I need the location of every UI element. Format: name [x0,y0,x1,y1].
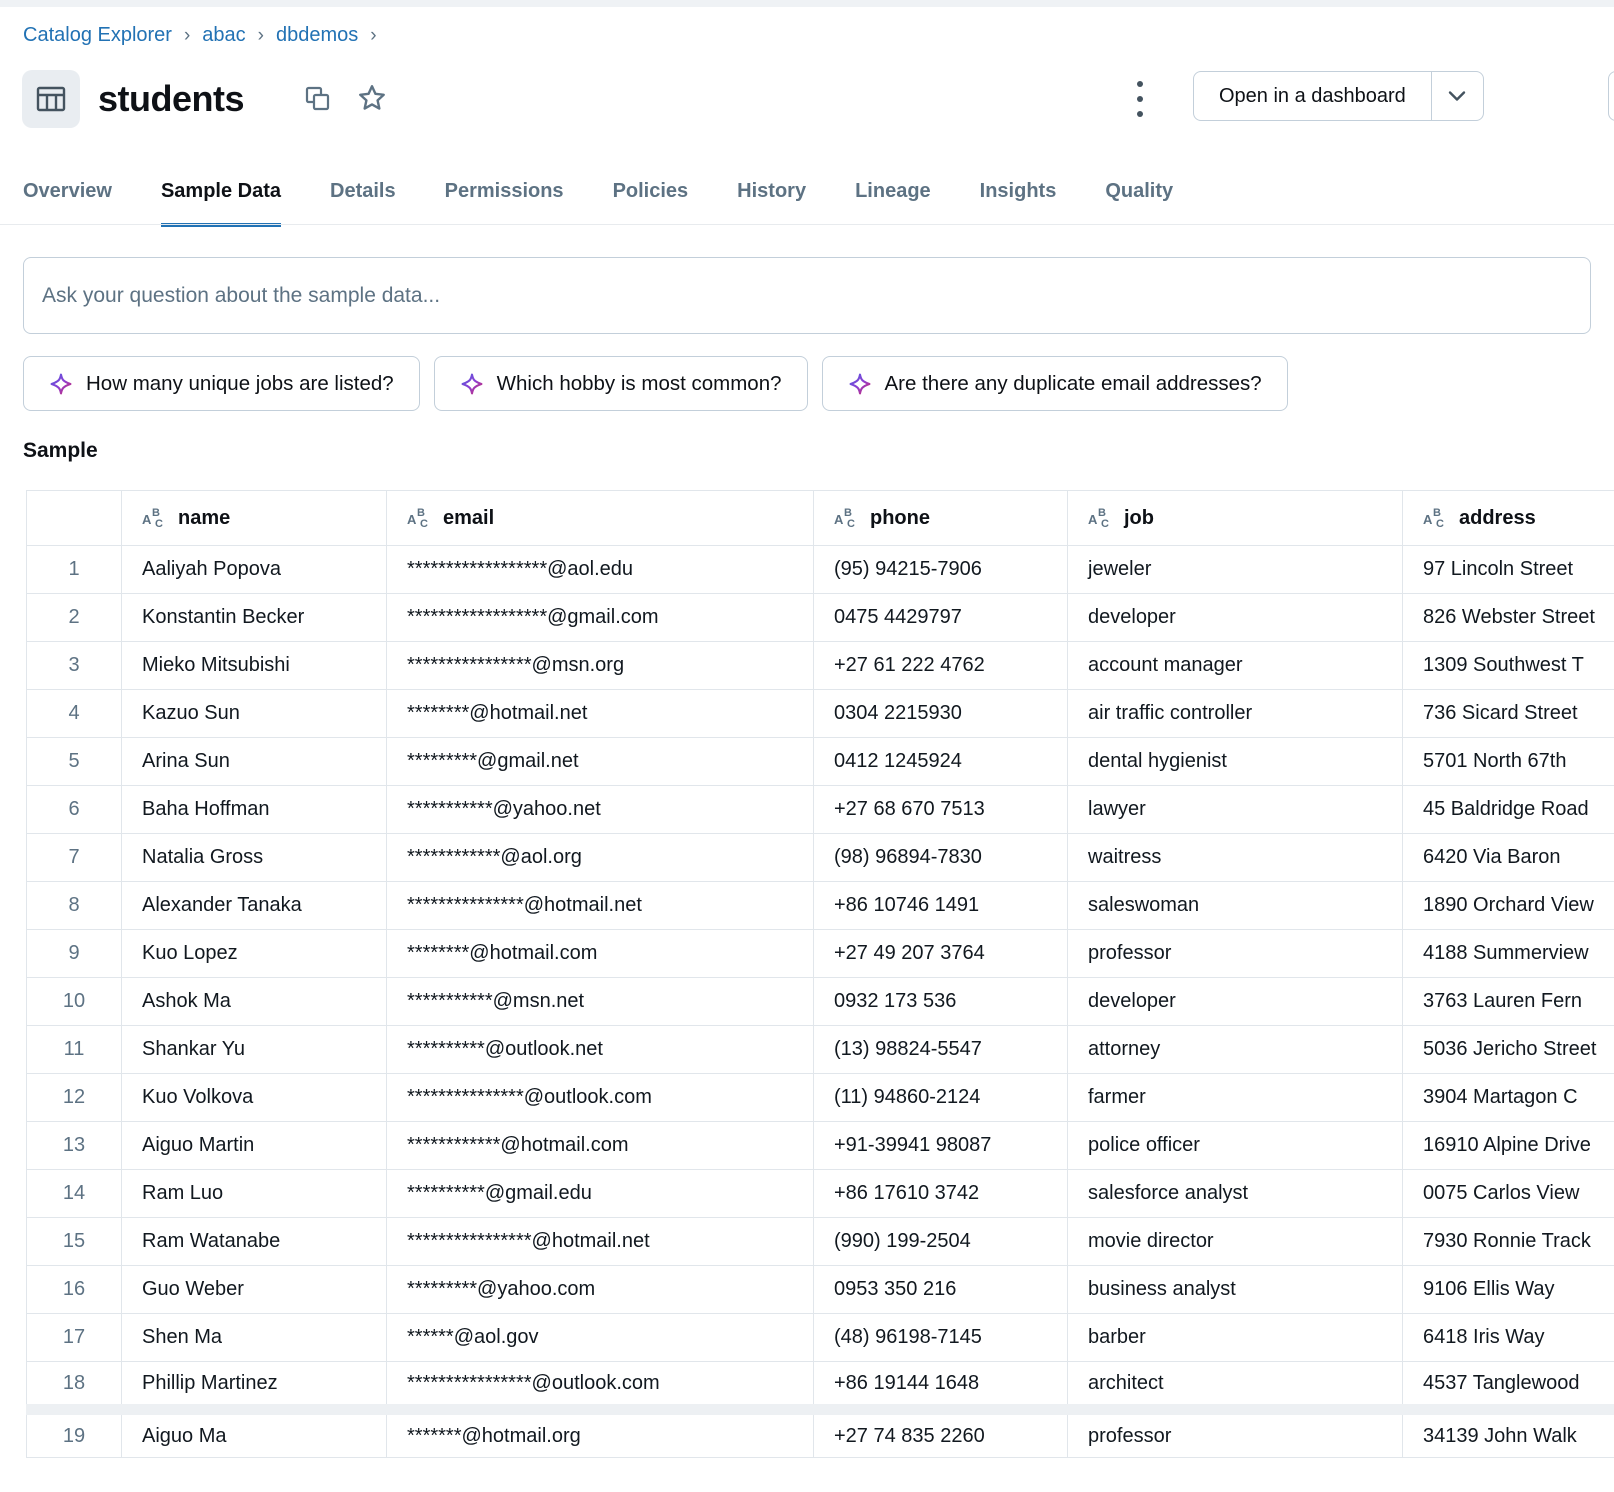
cell-job: barber [1068,1314,1403,1362]
tab-bar [23,180,1173,227]
sparkle-icon [848,372,872,396]
cell-email: ***************@outlook.com [387,1074,814,1122]
cell-name: Aiguo Martin [122,1122,387,1170]
row-number: 1 [27,546,122,594]
cell-address: 7930 Ronnie Track [1403,1218,1614,1266]
table-grid-icon [35,83,67,115]
cell-name: Kuo Lopez [122,930,387,978]
tab-details[interactable]: Details [330,180,396,202]
cell-name: Shankar Yu [122,1026,387,1074]
cell-phone: +86 19144 1648 [814,1362,1068,1410]
cell-phone: (95) 94215-7906 [814,546,1068,594]
table-row [27,882,1614,930]
cell-address: 1309 Southwest T [1403,642,1614,690]
string-type-icon [1423,506,1450,530]
table-row [27,594,1614,642]
suggestion-chip-label: How many unique jobs are listed? [86,371,394,395]
cell-address: 1890 Orchard View [1403,882,1614,930]
cell-email: ****************@msn.org [387,642,814,690]
cell-name: Shen Ma [122,1314,387,1362]
cell-job: developer [1068,978,1403,1026]
cell-email: ***********@msn.net [387,978,814,1026]
cell-email: *******@hotmail.org [387,1410,814,1458]
sparkle-icon [49,372,73,396]
column-header-label: address [1459,506,1536,529]
cell-name: Kazuo Sun [122,690,387,738]
cell-phone: (98) 96894-7830 [814,834,1068,882]
row-number: 11 [27,1026,122,1074]
cell-address: 9106 Ellis Way [1403,1266,1614,1314]
cell-name: Ram Luo [122,1170,387,1218]
cell-name: Phillip Martinez [122,1362,387,1410]
table-row [27,738,1614,786]
row-number: 6 [27,786,122,834]
row-number: 3 [27,642,122,690]
cell-email: *********@gmail.net [387,738,814,786]
suggestion-chip[interactable] [23,356,420,411]
sample-data-table [26,490,1614,1458]
cell-job: movie director [1068,1218,1403,1266]
partial-button[interactable] [1608,71,1614,121]
tab-permissions[interactable]: Permissions [444,180,564,202]
open-in-dashboard-dropdown[interactable] [1431,72,1483,120]
cell-phone: +86 17610 3742 [814,1170,1068,1218]
table-row [27,642,1614,690]
cell-email: ********@hotmail.com [387,930,814,978]
cell-address: 34139 John Walk [1403,1410,1614,1458]
table-body [27,546,1614,1458]
table-row [27,834,1614,882]
suggestion-chip[interactable] [434,356,808,411]
table-row [27,1362,1614,1410]
cell-name: Ashok Ma [122,978,387,1026]
svg-text:C: C [847,518,855,530]
column-header-label: job [1124,506,1154,529]
open-in-dashboard-split-button [1193,71,1484,121]
table-row [27,546,1614,594]
cell-name: Konstantin Becker [122,594,387,642]
column-header-label: phone [870,506,930,529]
cell-job: business analyst [1068,1266,1403,1314]
table-row [27,1074,1614,1122]
breadcrumb [23,24,389,47]
cell-address: 97 Lincoln Street [1403,546,1614,594]
string-type-icon [142,506,169,530]
svg-text:C: C [155,518,163,530]
svg-text:A: A [142,512,152,527]
sparkle-icon [460,372,484,396]
row-number: 4 [27,690,122,738]
row-number: 18 [27,1362,122,1410]
row-number: 13 [27,1122,122,1170]
suggestion-chips [23,356,1288,411]
cell-email: *********@yahoo.com [387,1266,814,1314]
cell-phone: +27 49 207 3764 [814,930,1068,978]
cell-name: Guo Weber [122,1266,387,1314]
cell-job: dental hygienist [1068,738,1403,786]
svg-text:B: B [844,507,852,519]
cell-email: ******************@gmail.com [387,594,814,642]
cell-email: ************@hotmail.com [387,1122,814,1170]
tab-quality[interactable]: Quality [1105,180,1174,202]
cell-name: Ram Watanabe [122,1218,387,1266]
cell-email: ******@aol.gov [387,1314,814,1362]
cell-job: developer [1068,594,1403,642]
cell-email: **********@gmail.edu [387,1170,814,1218]
cell-name: Alexander Tanaka [122,882,387,930]
svg-text:B: B [417,507,425,519]
table-row [27,786,1614,834]
cell-phone: (13) 98824-5547 [814,1026,1068,1074]
cell-email: ************@aol.org [387,834,814,882]
row-number-header [27,491,122,546]
table-row [27,1218,1614,1266]
breadcrumb-link[interactable]: Catalog Explorer [23,24,172,46]
string-type-icon [1088,506,1115,530]
page-title: students [98,78,245,119]
cell-address: 16910 Alpine Drive [1403,1122,1614,1170]
suggestion-chip[interactable] [822,356,1288,411]
cell-phone: 0932 173 536 [814,978,1068,1026]
cell-job: waitress [1068,834,1403,882]
cell-address: 6420 Via Baron [1403,834,1614,882]
cell-job: lawyer [1068,786,1403,834]
string-type-icon [834,506,861,530]
cell-phone: +27 61 222 4762 [814,642,1068,690]
breadcrumb-separator-icon: › [257,24,264,46]
entity-icon-box [22,70,80,128]
cell-phone: +27 74 835 2260 [814,1410,1068,1458]
cell-email: ****************@outlook.com [387,1362,814,1410]
sample-heading: Sample [23,439,98,462]
cell-email: **********@outlook.net [387,1026,814,1074]
cell-phone: +27 68 670 7513 [814,786,1068,834]
cell-job: attorney [1068,1026,1403,1074]
column-header-name[interactable] [122,491,387,546]
cell-phone: 0412 1245924 [814,738,1068,786]
row-number: 19 [27,1410,122,1458]
cell-phone: (48) 96198-7145 [814,1314,1068,1362]
string-type-icon [407,506,434,530]
tab-lineage[interactable]: Lineage [855,180,931,202]
cell-name: Baha Hoffman [122,786,387,834]
row-number: 8 [27,882,122,930]
table-row [27,1026,1614,1074]
suggestion-chip-label: Are there any duplicate email addresses? [884,371,1262,395]
cell-email: ***************@hotmail.net [387,882,814,930]
cell-phone: +86 10746 1491 [814,882,1068,930]
tab-history[interactable]: History [737,180,807,202]
tab-insights[interactable]: Insights [979,180,1057,202]
table-row [27,690,1614,738]
table-row [27,1170,1614,1218]
cell-job: jeweler [1068,546,1403,594]
table-row [27,1122,1614,1170]
cell-name: Kuo Volkova [122,1074,387,1122]
cell-job: saleswoman [1068,882,1403,930]
cell-address: 3904 Martagon C [1403,1074,1614,1122]
column-header-address[interactable] [1403,491,1614,546]
cell-address: 4537 Tanglewood [1403,1362,1614,1410]
copy-icon[interactable] [303,84,332,116]
row-number: 9 [27,930,122,978]
svg-text:A: A [1423,512,1433,527]
cell-name: Natalia Gross [122,834,387,882]
svg-text:B: B [1098,507,1106,519]
cell-address: 4188 Summerview [1403,930,1614,978]
column-header-email[interactable] [387,491,814,546]
table-row [27,1314,1614,1362]
cell-phone: 0475 4429797 [814,594,1068,642]
cell-email: ******************@aol.edu [387,546,814,594]
cell-email: ********@hotmail.net [387,690,814,738]
cell-address: 3763 Lauren Fern [1403,978,1614,1026]
cell-phone: (990) 199-2504 [814,1218,1068,1266]
tab-sample-data[interactable]: Sample Data [161,180,281,227]
breadcrumb-separator-icon: › [370,24,377,46]
row-number: 16 [27,1266,122,1314]
cell-job: air traffic controller [1068,690,1403,738]
cell-address: 0075 Carlos View [1403,1170,1614,1218]
row-number: 15 [27,1218,122,1266]
cell-phone: 0304 2215930 [814,690,1068,738]
tab-policies[interactable]: Policies [612,180,689,202]
table-row [27,1410,1614,1458]
svg-text:B: B [152,507,160,519]
breadcrumb-link[interactable]: abac [202,24,246,46]
cell-job: police officer [1068,1122,1403,1170]
table-header-row [27,491,1614,546]
cell-job: farmer [1068,1074,1403,1122]
cell-job: account manager [1068,642,1403,690]
svg-text:C: C [1436,518,1444,530]
column-header-label: name [178,506,231,529]
tab-divider [0,224,1614,225]
chevron-down-icon [1448,90,1466,102]
cell-address: 6418 Iris Way [1403,1314,1614,1362]
open-in-dashboard-button[interactable]: Open in a dashboard [1194,72,1431,120]
cell-name: Arina Sun [122,738,387,786]
row-number: 17 [27,1314,122,1362]
star-icon[interactable] [356,82,388,117]
cell-address: 736 Sicard Street [1403,690,1614,738]
suggestion-chip-label: Which hobby is most common? [496,371,782,395]
cell-name: Aaliyah Popova [122,546,387,594]
row-number: 10 [27,978,122,1026]
cell-email: ****************@hotmail.net [387,1218,814,1266]
cell-address: 45 Baldridge Road [1403,786,1614,834]
cell-job: professor [1068,930,1403,978]
breadcrumb-link[interactable]: dbdemos [276,24,359,46]
svg-text:B: B [1433,507,1441,519]
column-header-job[interactable] [1068,491,1403,546]
cell-phone: 0953 350 216 [814,1266,1068,1314]
table-row [27,978,1614,1026]
tab-overview[interactable]: Overview [23,180,112,202]
svg-text:C: C [420,518,428,530]
cell-phone: (11) 94860-2124 [814,1074,1068,1122]
table-row [27,1266,1614,1314]
row-number: 5 [27,738,122,786]
column-header-label: email [443,506,495,529]
ask-question-input[interactable] [23,257,1591,334]
row-number: 2 [27,594,122,642]
cell-address: 5036 Jericho Street [1403,1026,1614,1074]
cell-address: 5701 North 67th [1403,738,1614,786]
cell-job: architect [1068,1362,1403,1410]
cell-name: Aiguo Ma [122,1410,387,1458]
cell-phone: +91-39941 98087 [814,1122,1068,1170]
svg-text:A: A [834,512,844,527]
cell-email: ***********@yahoo.net [387,786,814,834]
cell-address: 826 Webster Street [1403,594,1614,642]
svg-text:A: A [407,512,417,527]
cell-job: salesforce analyst [1068,1170,1403,1218]
row-number: 7 [27,834,122,882]
kebab-menu-icon[interactable] [1131,81,1149,117]
cell-job: professor [1068,1410,1403,1458]
table-row [27,930,1614,978]
row-number: 14 [27,1170,122,1218]
breadcrumb-separator-icon: › [183,24,191,46]
svg-text:A: A [1088,512,1098,527]
row-number: 12 [27,1074,122,1122]
cell-name: Mieko Mitsubishi [122,642,387,690]
top-strip [0,0,1614,7]
svg-text:C: C [1101,518,1109,530]
column-header-phone[interactable] [814,491,1068,546]
